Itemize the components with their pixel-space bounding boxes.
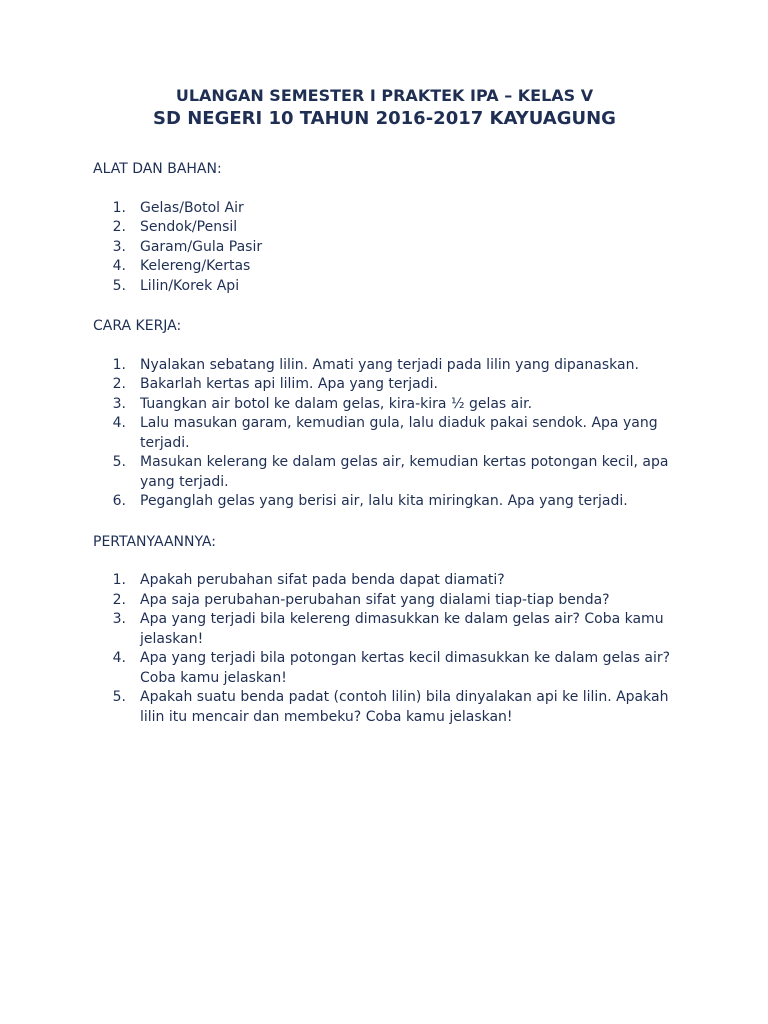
list-number: 2. — [112, 591, 126, 608]
list-number: 4. — [112, 650, 126, 666]
list-number: 5. — [112, 277, 126, 294]
document-subtitle: SD NEGERI 10 TAHUN 2016-2017 KAYUAGUNG — [153, 108, 616, 129]
list-text: Nyalakan sebatang lilin. Amati yang terjadi pada lilin yang dipanaskan. — [140, 356, 639, 373]
list-item — [93, 356, 676, 376]
list-item — [93, 238, 676, 258]
list-cara — [93, 356, 676, 512]
list-text: Kelereng/Kertas — [140, 258, 251, 274]
list-item — [93, 395, 676, 415]
list-text: Lalu masukan garam, kemudian gula, lalu diaduk pakai sendok. Apa yang terjadi. — [140, 415, 658, 451]
list-number: 1. — [112, 572, 126, 588]
list-item — [93, 453, 676, 492]
list-number: 5. — [112, 454, 126, 470]
list-number: 3. — [112, 238, 126, 255]
list-item — [93, 649, 676, 688]
list-number: 1. — [112, 199, 126, 216]
section-heading-cara: CARA KERJA: — [93, 318, 182, 334]
list-item — [93, 375, 676, 395]
list-number: 6. — [112, 493, 126, 509]
list-text: Tuangkan air botol ke dalam gelas, kira-kira ½ gelas air. — [140, 395, 533, 412]
list-number: 5. — [112, 689, 126, 705]
list-text: Bakarlah kertas api lilim. Apa yang terjadi. — [140, 376, 438, 392]
list-item — [93, 492, 676, 512]
list-item — [93, 591, 676, 611]
list-alat — [93, 199, 676, 297]
section-heading-pertanyaan: PERTANYAANNYA: — [93, 533, 216, 550]
list-text: Masukan kelerang ke dalam gelas air, kemudian kertas potongan kecil, apa yang terjadi. — [140, 454, 669, 490]
list-number: 4. — [112, 415, 126, 431]
list-number: 4. — [112, 258, 126, 274]
list-number: 1. — [112, 356, 126, 373]
list-pertanyaan — [93, 571, 676, 727]
list-item — [93, 414, 676, 453]
list-item — [93, 277, 676, 297]
list-text: Apakah suatu benda padat (contoh lilin) bila dinyalakan api ke lilin. Apakah lilin itu mencair dan membeku? Coba kamu jelaskan! — [140, 689, 669, 725]
list-item — [93, 257, 676, 277]
list-text: Lilin/Korek Api — [140, 277, 240, 294]
list-item — [93, 688, 676, 727]
list-number: 2. — [112, 219, 126, 235]
list-text: Peganglah gelas yang berisi air, lalu kita miringkan. Apa yang terjadi. — [140, 493, 628, 509]
list-text: Apakah perubahan sifat pada benda dapat diamati? — [140, 572, 505, 588]
list-text: Apa saja perubahan-perubahan sifat yang dialami tiap-tiap benda? — [140, 591, 610, 608]
document-title: ULANGAN SEMESTER I PRAKTEK IPA – KELAS V — [175, 86, 594, 105]
list-number: 3. — [112, 611, 126, 627]
list-text: Gelas/Botol Air — [140, 199, 244, 216]
list-text: Apa yang terjadi bila potongan kertas kecil dimasukkan ke dalam gelas air? Coba kamu jelaskan! — [140, 650, 671, 686]
list-item — [93, 199, 676, 219]
list-number: 3. — [112, 395, 126, 412]
list-number: 2. — [112, 376, 126, 392]
list-text: Garam/Gula Pasir — [140, 238, 263, 255]
section-heading-alat: ALAT DAN BAHAN: — [93, 161, 222, 177]
list-item — [93, 610, 676, 649]
list-text: Sendok/Pensil — [140, 219, 238, 235]
list-item — [93, 218, 676, 238]
list-text: Apa yang terjadi bila kelereng dimasukkan ke dalam gelas air? Coba kamu jelaskan! — [140, 611, 664, 647]
list-item — [93, 571, 676, 591]
